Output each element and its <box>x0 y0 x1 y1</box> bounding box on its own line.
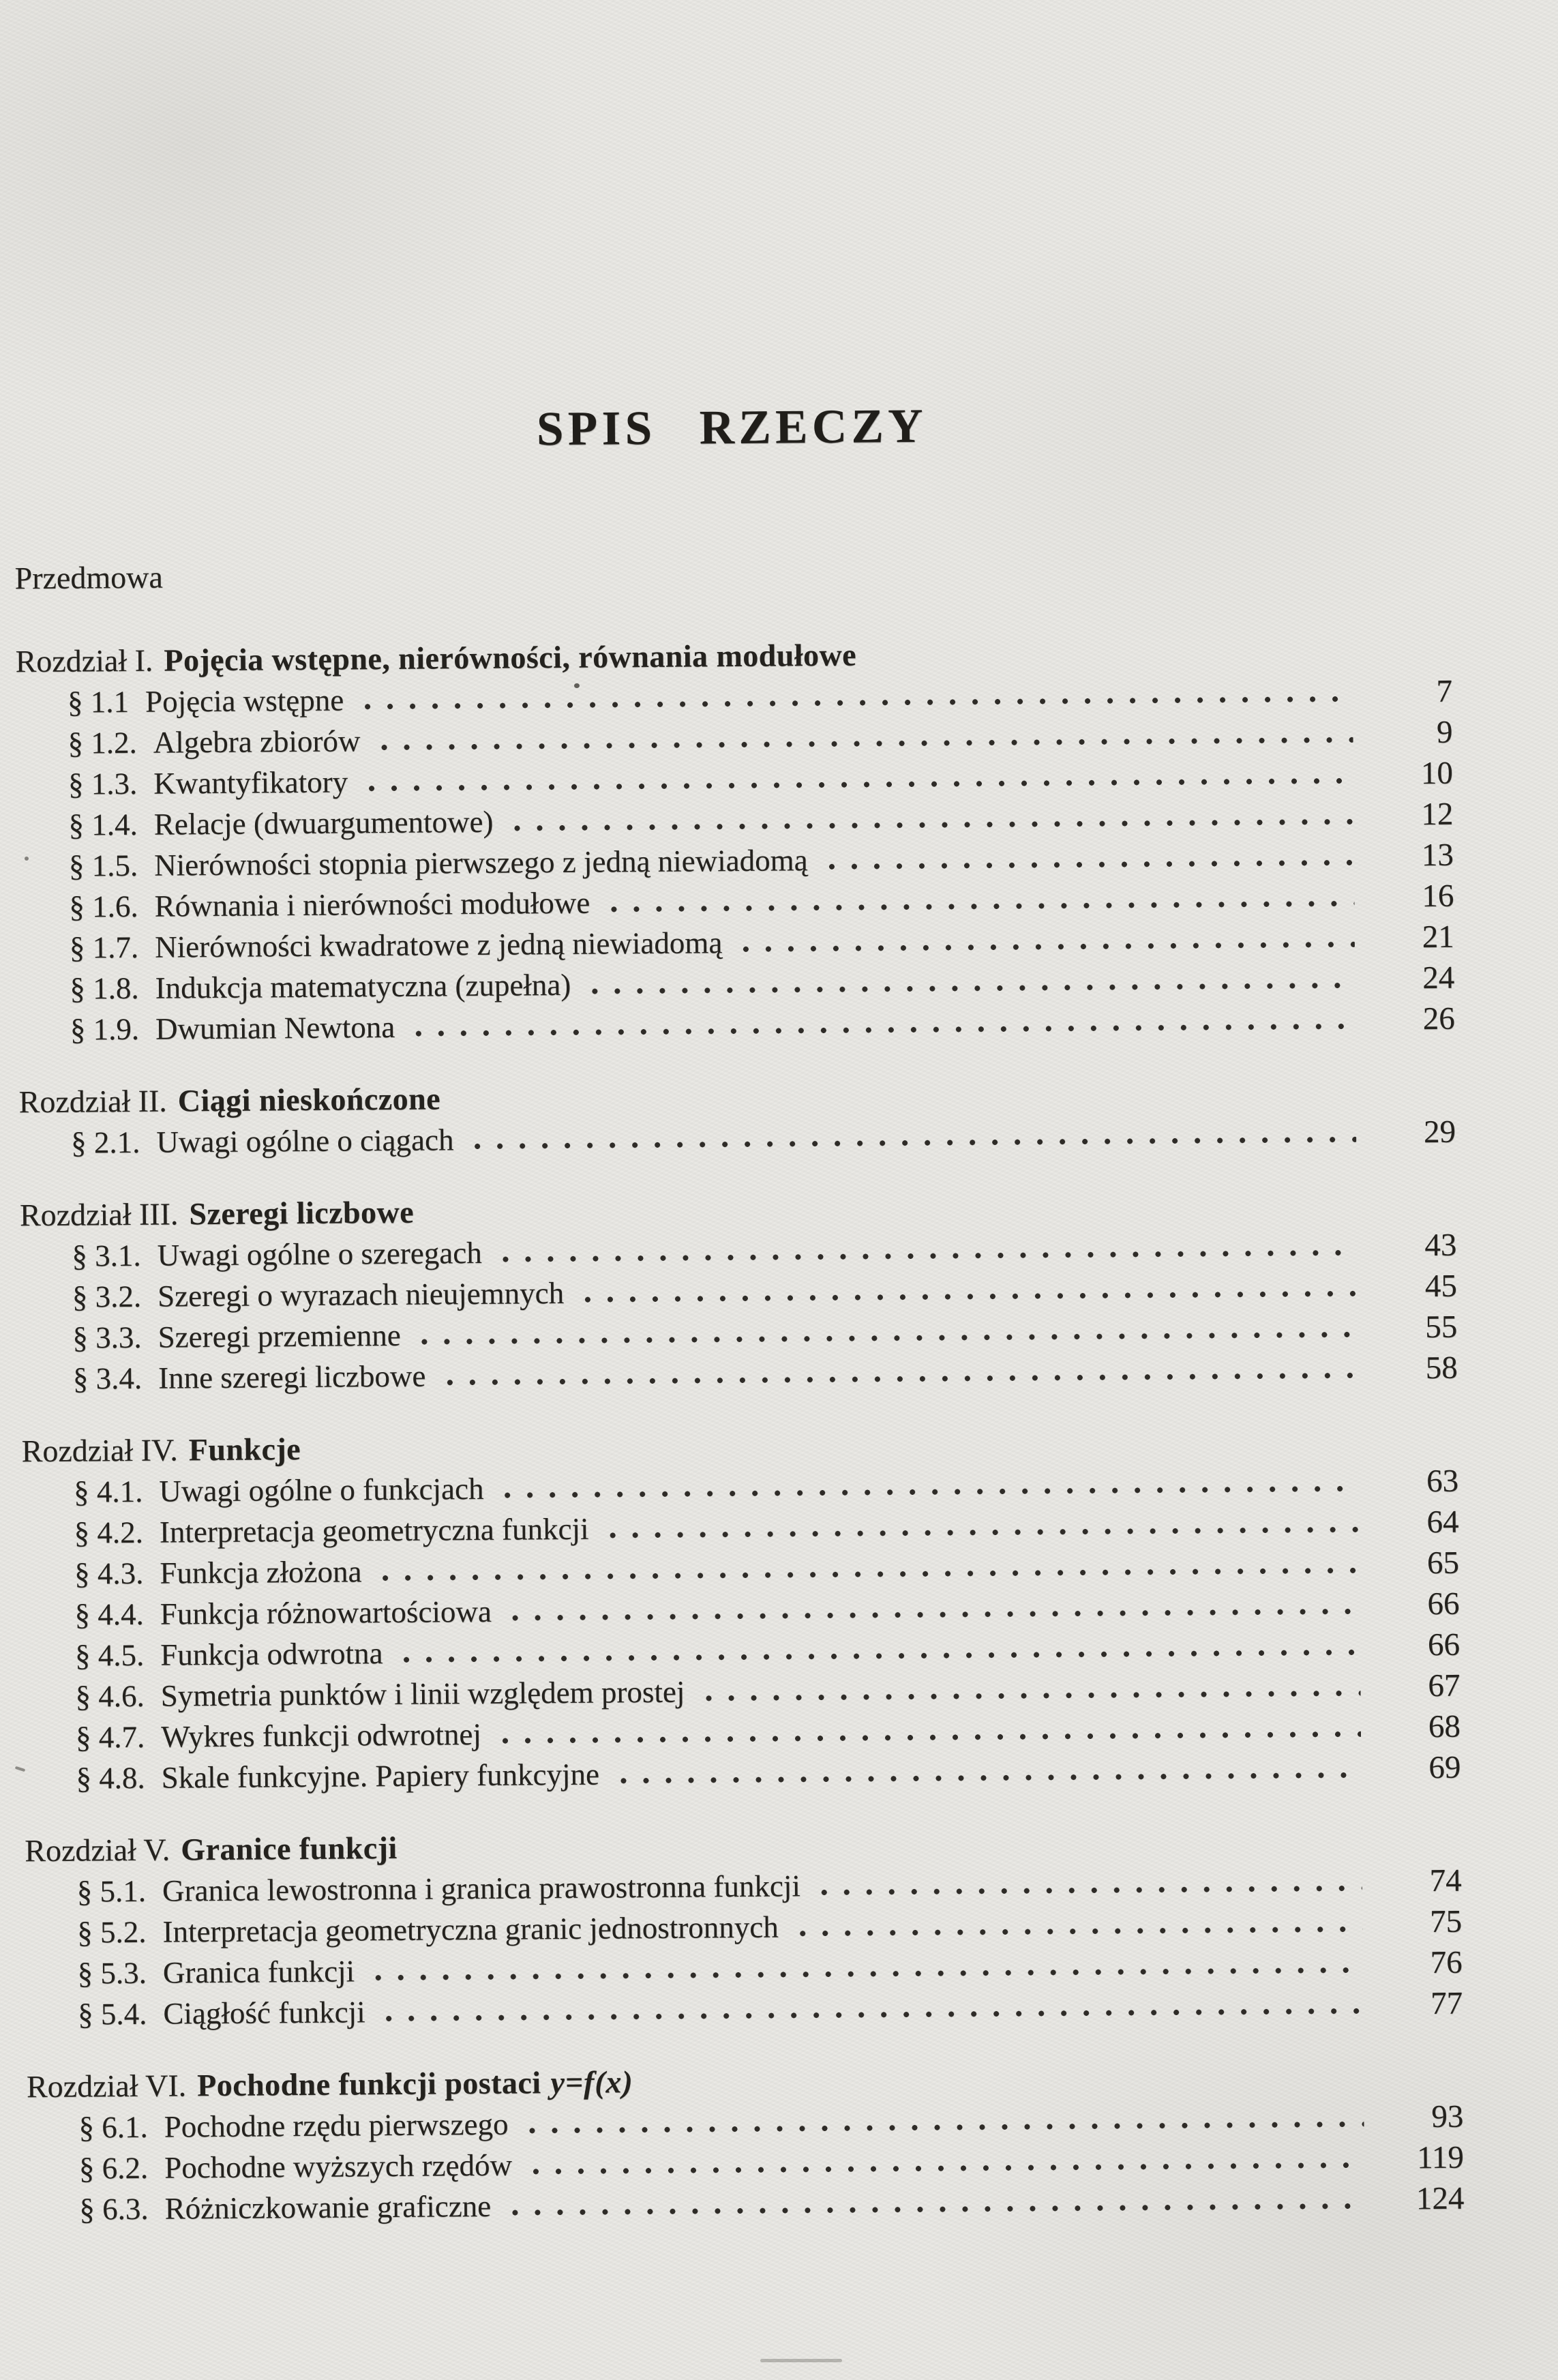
page-number: 74 <box>1429 1862 1462 1899</box>
page-number: 24 <box>1422 960 1455 996</box>
entry-number: § 1.6. <box>69 889 138 924</box>
entry-title: Nierówności stopnia pierwszego z jedną niewiadomą <box>153 843 808 882</box>
dot-leader <box>511 2203 1364 2216</box>
dot-leader <box>529 2121 1364 2134</box>
dot-leader <box>610 1526 1360 1539</box>
page-number: 65 <box>1426 1545 1460 1581</box>
page-number: 7 <box>1436 673 1453 709</box>
entry-title: Ciągłość funkcji <box>163 1995 365 2031</box>
page-number: 66 <box>1427 1626 1460 1663</box>
chapter-block <box>21 1420 1460 1800</box>
page-title: SPIS RZECZY <box>536 399 928 456</box>
dot-leader <box>591 982 1355 995</box>
entry-number: § 1.9. <box>70 1011 140 1047</box>
dot-leader <box>383 1567 1360 1581</box>
page-number: 29 <box>1423 1114 1456 1150</box>
entry-number: § 3.1. <box>72 1238 141 1273</box>
page-number: 69 <box>1428 1749 1461 1786</box>
entry-number: § 3.3. <box>72 1320 142 1355</box>
dot-leader <box>505 1485 1360 1499</box>
entry-number: § 5.3. <box>77 1955 147 1991</box>
dot-leader <box>705 1690 1360 1702</box>
entry-number: § 6.1. <box>78 2109 148 2145</box>
page-number: 75 <box>1429 1903 1463 1940</box>
chapter-title: Funkcje <box>188 1431 301 1468</box>
entry-number: § 6.2. <box>78 2150 149 2186</box>
page-number: 10 <box>1420 755 1454 792</box>
entry-number: § 3.4. <box>72 1360 143 1396</box>
chapter-title: Ciągi nieskończone <box>177 1081 441 1118</box>
entry-title: Granica lewostronna i granica prawostronna funkcji <box>162 1869 801 1908</box>
entry-title: Interpretacja geometryczna funkcji <box>159 1511 589 1549</box>
chapter-title: Pojęcia wstępne, nierówności, równania modułowe <box>164 637 857 678</box>
page-number: 64 <box>1426 1504 1459 1541</box>
page-number: 66 <box>1427 1586 1460 1622</box>
entry-number: § 5.2. <box>77 1914 147 1950</box>
chapter-block <box>20 1184 1458 1400</box>
page-number: 9 <box>1436 714 1453 750</box>
dot-leader <box>799 1926 1362 1937</box>
dot-leader <box>364 696 1353 710</box>
entry-title: Funkcja złożona <box>160 1554 362 1590</box>
entry-title: Uwagi ogólne o ciągach <box>156 1122 454 1159</box>
entry-title: Pojęcia wstępne <box>145 683 344 719</box>
chapter-number: Rozdział II. <box>18 1083 167 1120</box>
dot-leader <box>503 1249 1358 1263</box>
chapter-title: Granice funkcji <box>181 1830 398 1867</box>
entry-number: § 1.4. <box>68 807 138 842</box>
entry-title: Szeregi przemienne <box>158 1318 401 1354</box>
entry-title: Relacje (dwuargumentowe) <box>153 804 494 842</box>
entry-title: Uwagi ogólne o funkcjach <box>159 1471 484 1508</box>
entry-number: § 1.5. <box>68 848 138 883</box>
entry-number: § 2.1. <box>70 1125 140 1160</box>
dot-leader <box>421 1331 1358 1345</box>
entry-title: Granica funkcji <box>162 1954 355 1990</box>
dot-leader <box>474 1136 1356 1150</box>
entry-number: § 4.2. <box>74 1515 144 1550</box>
chapter-block <box>15 630 1455 1051</box>
page-number: 13 <box>1421 837 1454 874</box>
dot-leader <box>446 1372 1358 1386</box>
page-number: 77 <box>1430 1985 1463 2022</box>
entry-title: Pochodne wyższych rzędów <box>164 2147 513 2185</box>
scan-speck <box>760 2359 842 2362</box>
page-number: 16 <box>1422 878 1454 914</box>
entry-title: Szeregi o wyrazach nieujemnych <box>157 1276 565 1313</box>
chapter-number: Rozdział I. <box>15 642 153 679</box>
entry-number: § 1.3. <box>68 766 138 801</box>
entry-title: Kwantyfikatory <box>153 764 348 801</box>
page-content <box>14 393 1465 2230</box>
entry-title: Różniczkowanie graficzne <box>164 2188 492 2226</box>
entry-number: § 1.7. <box>69 929 139 965</box>
entry-number: § 3.2. <box>72 1279 142 1314</box>
dot-leader <box>415 1023 1355 1037</box>
entry-number: § 1.1 <box>67 684 130 719</box>
entry-number: § 4.6. <box>75 1678 145 1714</box>
dot-leader <box>584 1290 1358 1303</box>
entry-number: § 4.5. <box>74 1637 145 1673</box>
page-number: 93 <box>1431 2098 1464 2135</box>
chapter-number: Rozdział V. <box>25 1832 170 1869</box>
entry-number: § 4.4. <box>74 1596 145 1632</box>
page-number: 55 <box>1425 1309 1458 1345</box>
chapter-number: Rozdział III. <box>19 1196 179 1233</box>
chapter-number: Rozdział IV. <box>21 1432 178 1469</box>
page-number: 58 <box>1425 1350 1458 1386</box>
page-number: 43 <box>1424 1227 1457 1264</box>
entry-title: Uwagi ogólne o szeregach <box>157 1235 482 1273</box>
chapter-block <box>25 1819 1463 2036</box>
chapter-block <box>27 2055 1465 2231</box>
entry-title: Równania i nierówności modułowe <box>154 885 590 923</box>
entry-title: Algebra zbiorów <box>153 724 361 760</box>
entry-number: § 4.1. <box>73 1474 143 1509</box>
entry-number: § 1.2. <box>68 725 137 760</box>
entry-number: § 1.8. <box>70 970 139 1006</box>
dot-leader <box>620 1772 1361 1785</box>
entry-number: § 4.8. <box>76 1760 145 1796</box>
entry-title: Wykres funkcji odwrotnej <box>161 1716 482 1754</box>
dot-leader <box>821 1885 1362 1896</box>
preface-label: Przedmowa <box>14 559 163 596</box>
dot-leader <box>403 1649 1360 1663</box>
page-number: 45 <box>1424 1268 1458 1305</box>
dot-leader <box>610 900 1354 913</box>
page-number: 119 <box>1416 2139 1465 2176</box>
chapter-title-math: y=f(x) <box>550 2064 633 2100</box>
dot-leader <box>513 818 1353 832</box>
page-number: 67 <box>1428 1667 1460 1704</box>
dot-leader <box>375 1967 1363 1981</box>
chapter-title: Pochodne funkcji postaci <box>196 2065 541 2103</box>
dot-leader <box>368 777 1353 792</box>
page-number: 12 <box>1421 796 1454 833</box>
entry-number: § 4.7. <box>75 1719 145 1755</box>
entry-number: § 5.4. <box>77 1996 147 2032</box>
dot-leader <box>533 2162 1364 2175</box>
entry-number: § 5.1. <box>76 1873 147 1909</box>
entry-title: Skale funkcyjne. Papiery funkcyjne <box>161 1757 600 1795</box>
entry-number: § 6.3. <box>79 2191 149 2227</box>
entry-title: Pochodne rzędu pierwszego <box>164 2107 509 2144</box>
entry-number: § 4.3. <box>74 1556 144 1591</box>
dot-leader <box>502 1731 1361 1744</box>
dot-leader <box>743 941 1355 953</box>
page-number: 124 <box>1415 2180 1465 2217</box>
dot-leader <box>380 737 1353 751</box>
page-number: 76 <box>1430 1944 1463 1981</box>
entry-title: Symetria punktów i linii względem prostej <box>160 1674 685 1713</box>
entry-title: Inne szeregi liczbowe <box>158 1358 426 1395</box>
entry-title: Interpretacja geometryczna granic jednostronnych <box>162 1909 779 1949</box>
page-number: 63 <box>1426 1463 1459 1500</box>
chapter-block <box>18 1071 1456 1164</box>
chapter-title: Szeregi liczbowe <box>189 1194 415 1232</box>
page-number: 21 <box>1422 919 1455 955</box>
entry-title: Funkcja różnowartościowa <box>160 1594 492 1631</box>
chapter-number: Rozdział VI. <box>26 2068 187 2104</box>
dot-leader <box>386 2008 1364 2022</box>
dot-leader <box>828 859 1354 870</box>
page-number: 68 <box>1428 1708 1461 1745</box>
entry-title: Dwumian Newtona <box>155 1009 395 1046</box>
page-number: 26 <box>1422 1000 1455 1037</box>
table-of-contents <box>14 547 1464 2230</box>
entry-title: Funkcja odwrotna <box>160 1636 383 1672</box>
entry-title: Indukcja matematyczna (zupełna) <box>155 967 571 1005</box>
dot-leader <box>512 1608 1360 1622</box>
entry-title: Nierówności kwadratowe z jedną niewiadomą <box>154 925 723 964</box>
